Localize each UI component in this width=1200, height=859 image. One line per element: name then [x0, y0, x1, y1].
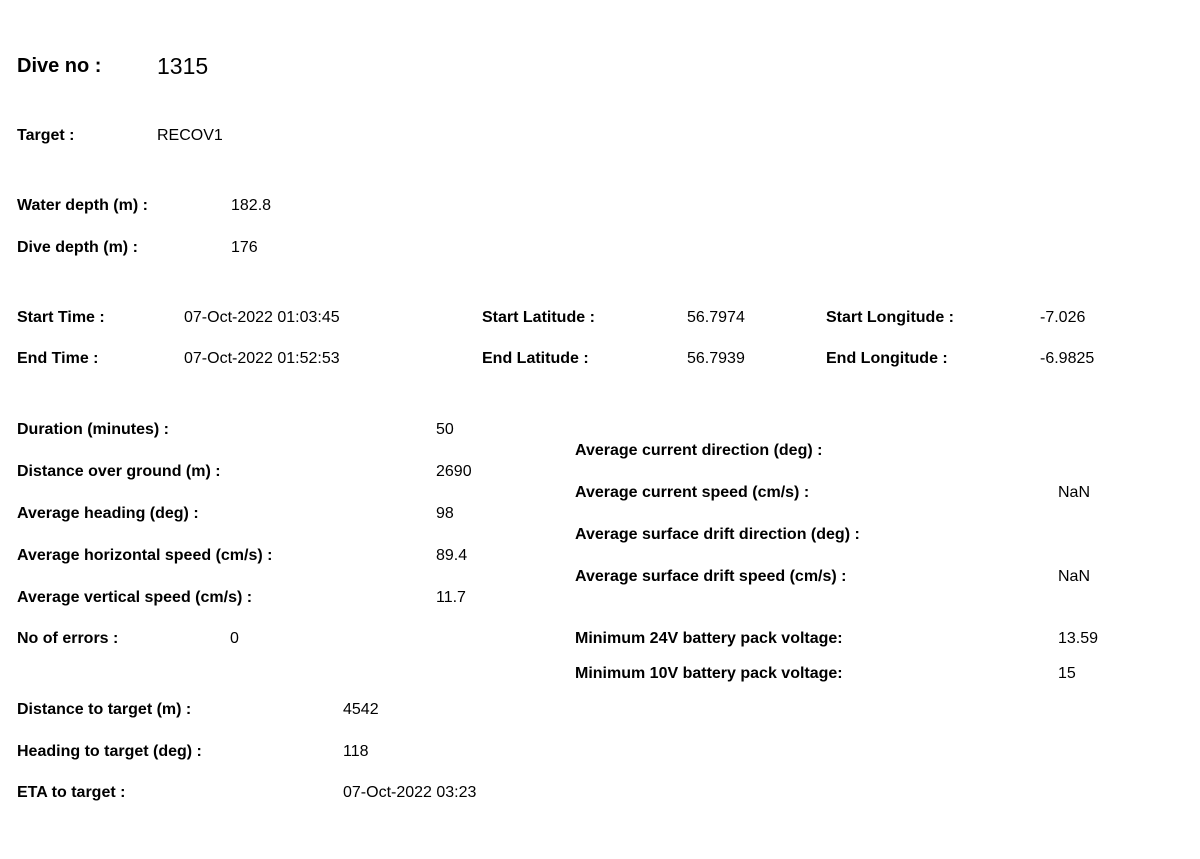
average-current-speed-label: Average current speed (cm/s) : — [575, 484, 810, 501]
distance-over-ground-value: 2690 — [436, 463, 472, 480]
average-surface-drift-direction-label: Average surface drift direction (deg) : — [575, 526, 860, 543]
target-value: RECOV1 — [157, 127, 223, 144]
heading-to-target-value: 118 — [343, 743, 369, 760]
average-current-direction-label: Average current direction (deg) : — [575, 442, 823, 459]
average-surface-drift-speed-value: NaN — [1058, 568, 1091, 585]
min-10v-battery-value: 15 — [1058, 665, 1076, 682]
end-longitude-value: -6.9825 — [1040, 350, 1095, 367]
end-time-label: End Time : — [17, 350, 99, 367]
dive-number-label: Dive no : — [17, 55, 102, 77]
average-horizontal-speed-value: 89.4 — [436, 547, 468, 564]
start-time-label: Start Time : — [17, 309, 105, 326]
water-depth-value: 182.8 — [231, 197, 272, 214]
distance-to-target-label: Distance to target (m) : — [17, 701, 192, 718]
duration-label: Duration (minutes) : — [17, 421, 169, 438]
target-label: Target : — [17, 127, 75, 144]
end-latitude-value: 56.7939 — [687, 350, 745, 367]
average-heading-value: 98 — [436, 505, 454, 522]
distance-to-target-value: 4542 — [343, 701, 379, 718]
water-depth-label: Water depth (m) : — [17, 197, 148, 214]
end-latitude-label: End Latitude : — [482, 350, 589, 367]
min-24v-battery-label: Minimum 24V battery pack voltage: — [575, 630, 843, 647]
min-10v-battery-label: Minimum 10V battery pack voltage: — [575, 665, 843, 682]
errors-label: No of errors : — [17, 630, 119, 647]
start-latitude-label: Start Latitude : — [482, 309, 595, 326]
average-horizontal-speed-label: Average horizontal speed (cm/s) : — [17, 547, 273, 564]
average-surface-drift-speed-label: Average surface drift speed (cm/s) : — [575, 568, 847, 585]
errors-value: 0 — [230, 630, 239, 647]
distance-over-ground-label: Distance over ground (m) : — [17, 463, 221, 480]
start-latitude-value: 56.7974 — [687, 309, 745, 326]
average-heading-label: Average heading (deg) : — [17, 505, 199, 522]
dive-depth-value: 176 — [231, 239, 258, 256]
average-vertical-speed-value: 11.7 — [436, 589, 466, 606]
dive-depth-label: Dive depth (m) : — [17, 239, 138, 256]
start-longitude-label: Start Longitude : — [826, 309, 954, 326]
eta-to-target-value: 07-Oct-2022 03:23 — [343, 784, 477, 801]
duration-value: 50 — [436, 421, 454, 438]
start-time-value: 07-Oct-2022 01:03:45 — [184, 309, 340, 326]
average-current-speed-value: NaN — [1058, 484, 1091, 501]
end-longitude-label: End Longitude : — [826, 350, 948, 367]
eta-to-target-label: ETA to target : — [17, 784, 126, 801]
start-longitude-value: -7.026 — [1040, 309, 1086, 326]
heading-to-target-label: Heading to target (deg) : — [17, 743, 202, 760]
average-vertical-speed-label: Average vertical speed (cm/s) : — [17, 589, 253, 606]
min-24v-battery-value: 13.59 — [1058, 630, 1099, 647]
dive-number-value: 1315 — [157, 53, 209, 79]
end-time-value: 07-Oct-2022 01:52:53 — [184, 350, 340, 367]
